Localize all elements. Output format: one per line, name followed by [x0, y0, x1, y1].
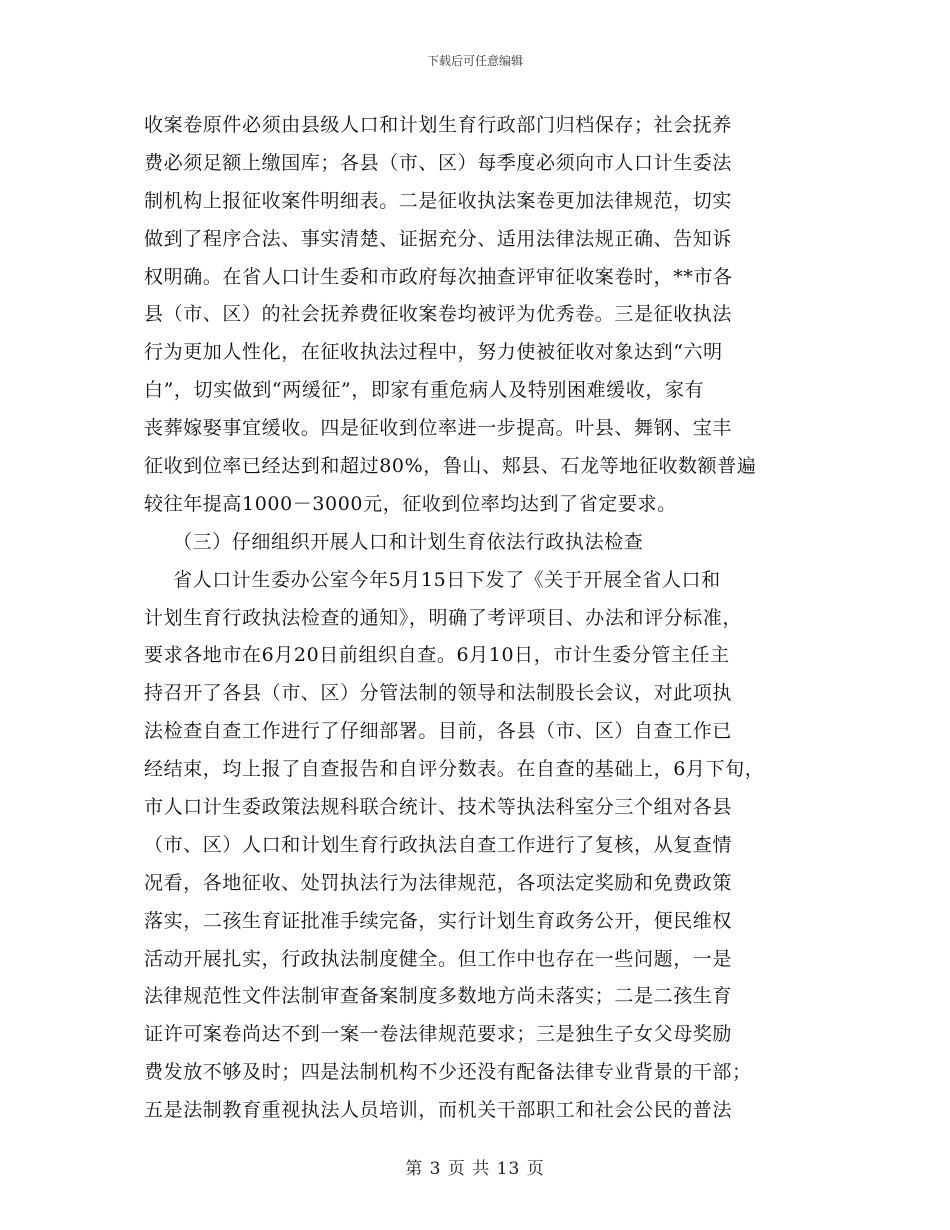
text-line: 费发放不够及时；四是法制机构不少还没有配备法律专业背景的干部； [144, 1061, 752, 1084]
text-line: 行为更加人性化，在征收执法过程中，努力使被征收对象达到“六明 [144, 341, 723, 364]
text-line: 况看，各地征收、处罚执法行为法律规范，各项法定奖励和免费政策 [144, 871, 733, 894]
text-line: 收案卷原件必须由县级人口和计划生育行政部门归档保存；社会抚养 [144, 114, 733, 136]
text-line: 费必须足额上缴国库；各县（市、区）每季度必须向市人口计生委法 [144, 151, 733, 174]
text-line: 法检查自查工作进行了仔细部署。目前，各县（市、区）自查工作已 [144, 720, 733, 743]
text-line: 制机构上报征收案件明细表。二是征收执法案卷更加法律规范，切实 [144, 189, 733, 212]
text-line: 持召开了各县（市、区）分管法制的领导和法制股长会议，对此项执 [144, 682, 733, 705]
text-line: 五是法制教育重视执法人员培训，而机关干部职工和社会公民的普法 [144, 1099, 733, 1122]
text-line: 计划生育行政执法检查的通知》，明确了考评项目、办法和评分标准， [144, 606, 743, 629]
page-number: 第 3 页 共 13 页 [405, 1159, 545, 1179]
paragraph-start-line: 省人口计生委办公室今年5月15日下发了《关于开展全省人口和 [173, 568, 721, 591]
text-line: 白”，切实做到“两缓征”，即家有重危病人及特别困难缓收，家有 [144, 379, 705, 402]
text-line: 做到了程序合法、事实清楚、证据充分、适用法律法规正确、告知诉 [144, 227, 733, 250]
document-body [144, 107, 816, 1130]
text-line: 落实，二孩生育证批准手续完备，实行计划生育政务公开，便民维权 [144, 909, 733, 932]
text-line: 县（市、区）的社会抚养费征收案卷均被评为优秀卷。三是征收执法 [144, 303, 733, 326]
text-line: （市、区）人口和计划生育行政执法自查工作进行了复核，从复查情 [144, 833, 733, 856]
page-header-note: 下载后可任意编辑 [426, 54, 523, 68]
text-line: 活动开展扎实，行政执法制度健全。但工作中也存在一些问题，一是 [144, 947, 733, 970]
text-line: 经结束，均上报了自查报告和自评分数表。在自查的基础上，6月下旬， [144, 758, 765, 781]
text-line: 权明确。在省人口计生委和市政府每次抽查评审征收案卷时，**市各 [144, 265, 733, 288]
text-line: 较往年提高1000－3000元，征收到位率均达到了省定要求。 [144, 492, 677, 515]
text-line: 征收到位率已经达到和超过80%，鲁山、郏县、石龙等地征收数额普遍 [144, 455, 757, 478]
text-line: 法律规范性文件法制审查备案制度多数地方尚未落实；二是二孩生育 [144, 985, 733, 1008]
text-line: 丧葬嫁娶事宜缓收。四是征收到位率进一步提高。叶县、舞钢、宝丰 [144, 417, 733, 440]
text-line: 市人口计生委政策法规科联合统计、技术等执法科室分三个组对各县 [144, 796, 733, 819]
section-heading: （三）仔细组织开展人口和计划生育依法行政执法检查 [173, 530, 644, 553]
text-line: 证许可案卷尚达不到一案一卷法律规范要求；三是独生子女父母奖励 [144, 1023, 733, 1046]
text-line: 要求各地市在6月20日前组织自查。6月10日，市计生委分管主任主 [144, 644, 730, 667]
